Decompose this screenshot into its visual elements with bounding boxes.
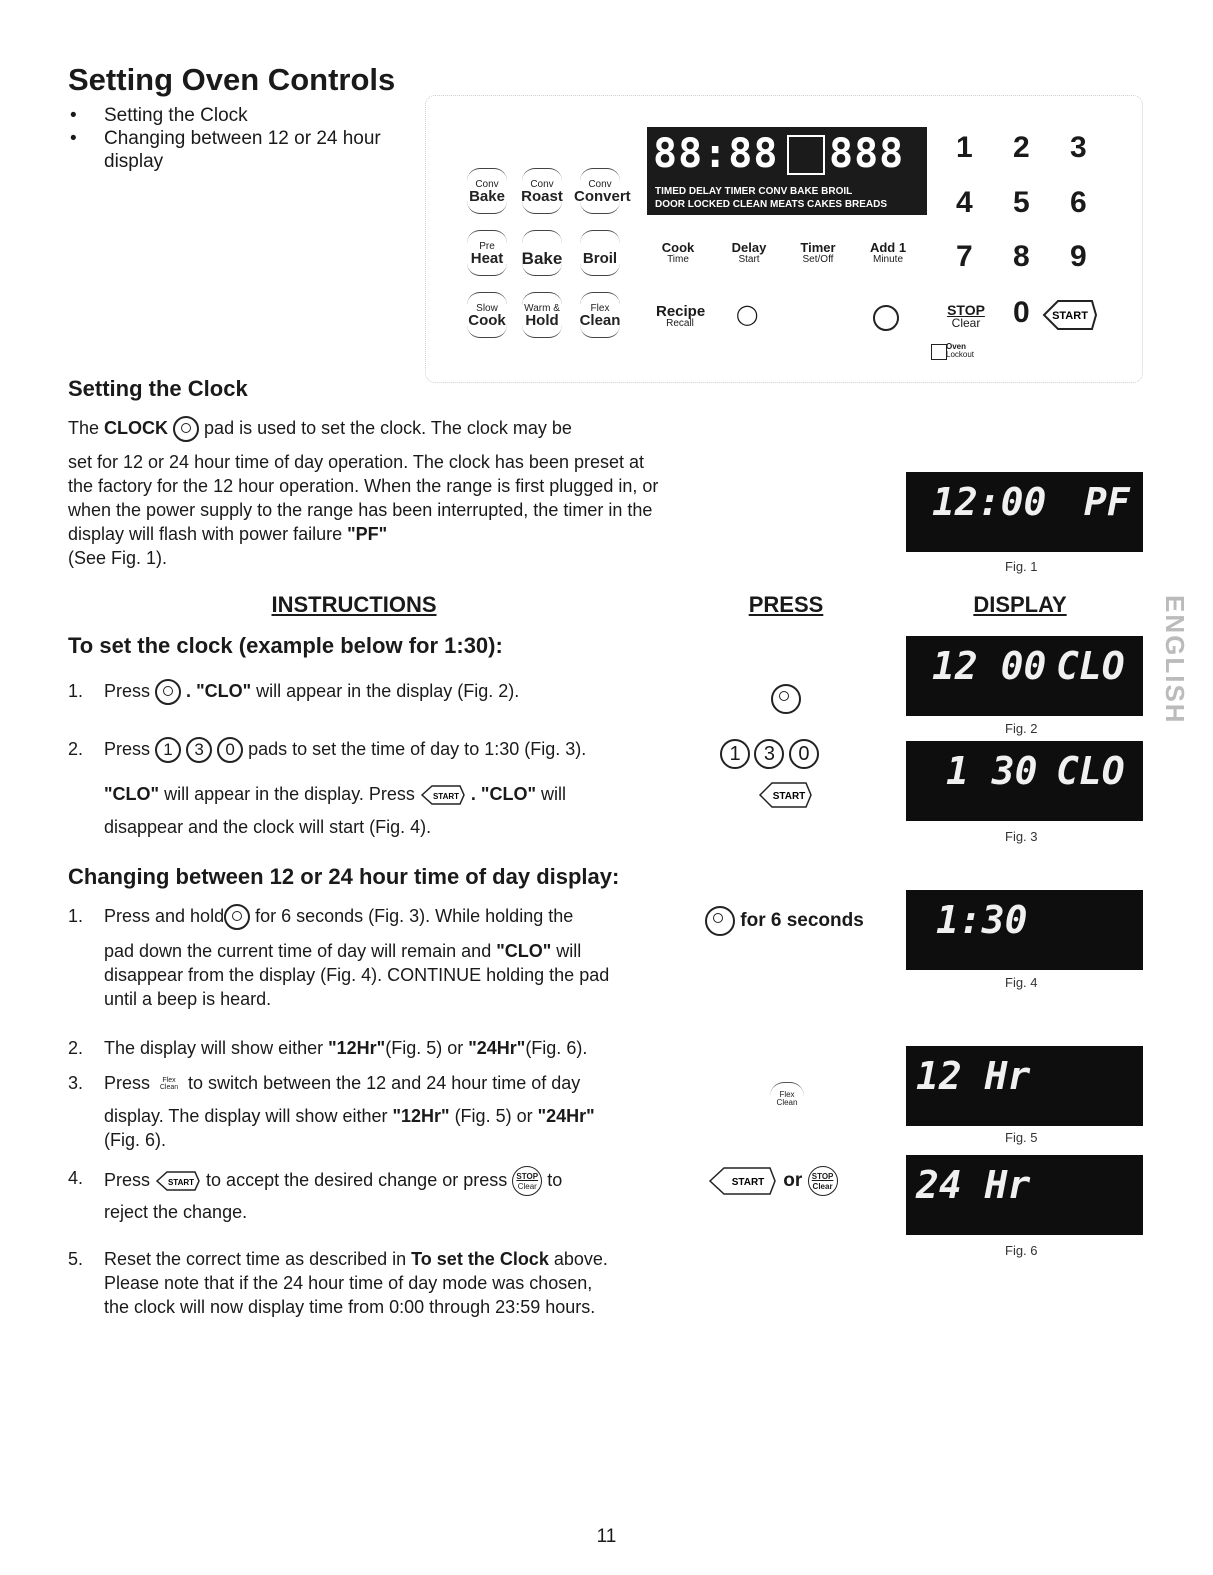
clock-description: The CLOCK pad is used to set the clock. The clock may be bbox=[68, 416, 668, 442]
key-6: 6 bbox=[1070, 186, 1087, 219]
key-0-icon: 0 bbox=[789, 739, 819, 769]
instructions-heading: INSTRUCTIONS bbox=[271, 592, 437, 617]
key-3: 3 bbox=[1070, 131, 1087, 164]
delay-start-pad: Delay Start bbox=[731, 240, 767, 265]
svg-text:START: START bbox=[772, 791, 806, 802]
changing-step-3-cont: display. The display will show either "12Hr" (Fig. 5) or "24Hr" (Fig. 6). bbox=[104, 1106, 595, 1150]
key-0-icon: 0 bbox=[217, 737, 243, 763]
bullet-item: • Setting the Clock bbox=[70, 104, 381, 127]
set-clock-step-2-cont: "CLO" will appear in the display. Press START . "CLO" will bbox=[104, 782, 566, 806]
key-8: 8 bbox=[1013, 240, 1030, 273]
lock-icon bbox=[931, 344, 947, 360]
key-1-icon: 1 bbox=[720, 739, 750, 769]
flex-clean-icon: Flex Clean bbox=[159, 1077, 179, 1092]
set-clock-step-2: 2. Press 1 3 0 pads to set the time of day to 1:30 (Fig. 3). bbox=[104, 737, 586, 763]
key-1-icon: 1 bbox=[155, 737, 181, 763]
conv-bake-button: Conv Bake bbox=[461, 168, 513, 214]
svg-text:START: START bbox=[731, 1177, 765, 1188]
slow-cook-button: Slow Cook bbox=[461, 292, 513, 338]
press-clock-icon bbox=[771, 684, 801, 714]
changing-step-1: 1. Press and hold for 6 seconds (Fig. 3). While holding the bbox=[104, 904, 573, 930]
press-start-or-stop: START or STOP Clear bbox=[708, 1166, 838, 1196]
language-side-tab: ENGLISH bbox=[1160, 595, 1190, 725]
oven-lockout-label: Oven Lockout bbox=[946, 342, 975, 359]
key-3-icon: 3 bbox=[754, 739, 784, 769]
stop-clear-icon: STOP Clear bbox=[512, 1166, 542, 1196]
broil-button: Broil bbox=[574, 230, 626, 276]
start-icon bbox=[155, 1170, 201, 1192]
changing-step-1-cont: pad down the current time of day will remain and "CLO" will disappear from the display (Fig. 4). CONTINUE holding the pad until a beep is heard. bbox=[104, 941, 610, 1009]
stop-clear-pad: STOP Clear bbox=[947, 302, 985, 330]
start-icon bbox=[420, 784, 466, 806]
changing-step-3: 3. Press Flex Clean to switch between the 12 and 24 hour time of day bbox=[68, 1073, 581, 1093]
press-heading: PRESS bbox=[748, 592, 824, 617]
setting-clock-heading: Setting the Clock bbox=[68, 376, 248, 401]
conv-roast-button: Conv Roast bbox=[516, 168, 568, 214]
page-number: 11 bbox=[596, 1526, 617, 1547]
clock-icon bbox=[705, 906, 735, 936]
bullet-item: • Changing between 12 or 24 hour bbox=[70, 127, 381, 150]
set-clock-step-2-end: disappear and the clock will start (Fig. 4). bbox=[104, 817, 432, 837]
light-bulb-icon: ◯ bbox=[736, 304, 759, 326]
bullet-item-cont: display bbox=[104, 151, 164, 172]
clock-icon bbox=[155, 679, 181, 705]
start-key-label: START bbox=[1052, 310, 1088, 322]
fan-icon bbox=[787, 135, 825, 175]
stop-clear-icon: STOP Clear bbox=[808, 1166, 838, 1196]
key-2: 2 bbox=[1013, 131, 1030, 164]
fig-1-caption: Fig. 1 bbox=[1005, 559, 1038, 574]
fig-4-caption: Fig. 4 bbox=[1005, 975, 1038, 990]
start-key-icon bbox=[1040, 295, 1098, 335]
fig-1-display: 12:00 PF bbox=[906, 472, 1143, 552]
changing-step-4-cont: reject the change. bbox=[104, 1202, 248, 1222]
key-7: 7 bbox=[956, 240, 973, 273]
key-9: 9 bbox=[1070, 240, 1087, 273]
lcd-indicator-row-1: TIMED DELAY TIMER CONV BAKE BROIL bbox=[655, 186, 853, 197]
press-start-icon bbox=[758, 781, 814, 809]
key-5: 5 bbox=[1013, 186, 1030, 219]
clock-icon bbox=[173, 416, 199, 442]
add-1-minute-pad: Add 1 Minute bbox=[869, 240, 907, 265]
key-1: 1 bbox=[956, 131, 973, 164]
lcd-time-digits: 88:88 bbox=[653, 131, 779, 177]
fig-3-caption: Fig. 3 bbox=[1005, 829, 1038, 844]
page-title: Setting Oven Controls bbox=[68, 62, 396, 97]
key-4: 4 bbox=[956, 186, 973, 219]
svg-text:START: START bbox=[432, 792, 459, 802]
key-3-icon: 3 bbox=[186, 737, 212, 763]
changing-step-4: 4. Press START to accept the desired change or press STOP Clear to bbox=[104, 1166, 562, 1196]
fig-4-display: 1:30 bbox=[906, 890, 1143, 970]
flex-clean-button: Flex Clean bbox=[574, 292, 626, 338]
timer-set-off-pad: Timer Set/Off bbox=[800, 240, 836, 265]
press-keys-130 bbox=[720, 739, 819, 769]
fig-6-display: 24 Hr bbox=[906, 1155, 1143, 1235]
fig-2-caption: Fig. 2 bbox=[1005, 721, 1038, 736]
key-0: 0 bbox=[1013, 296, 1030, 329]
fig-6-caption: Fig. 6 bbox=[1005, 1243, 1038, 1258]
lcd-temp-digits: 888 bbox=[829, 131, 905, 177]
set-clock-step-1: 1. Press . "CLO" will appear in the display (Fig. 2). bbox=[104, 679, 519, 705]
cook-time-pad: Cook Time bbox=[661, 240, 695, 265]
changing-step-2: 2. The display will show either "12Hr"(Fig. 5) or "24Hr"(Fig. 6). bbox=[68, 1038, 588, 1058]
display-heading: DISPLAY bbox=[973, 592, 1067, 617]
fig-5-caption: Fig. 5 bbox=[1005, 1130, 1038, 1145]
press-flex-clean-icon: Flex Clean bbox=[770, 1082, 804, 1107]
warm-hold-button: Warm & Hold bbox=[516, 292, 568, 338]
intro-bullets bbox=[70, 104, 381, 173]
changing-heading: Changing between 12 or 24 hour time of day display: bbox=[68, 864, 620, 889]
svg-text:START: START bbox=[167, 1178, 195, 1187]
panel-lcd-display bbox=[647, 127, 927, 215]
fig-3-display: 1 30 CLO bbox=[906, 741, 1143, 821]
recipe-recall-pad: Recipe Recall bbox=[656, 303, 706, 329]
clock-icon bbox=[224, 904, 250, 930]
fig-5-display: 12 Hr bbox=[906, 1046, 1143, 1126]
clock-description-rest: set for 12 or 24 hour time of day operation. The clock has been preset at the factory for the 12 hour operation. When the range is first plugged in, or when the power supply to the range has been interrupted, the timer in the display will flash with power failure "PF" (See Fig. 1). bbox=[68, 452, 659, 568]
bake-button: Bake bbox=[516, 230, 568, 276]
lcd-indicator-row-2: DOOR LOCKED CLEAN MEATS CAKES BREADS bbox=[655, 199, 888, 210]
conv-convert-button: Conv Convert bbox=[574, 168, 626, 214]
press-hold-clock: for 6 seconds bbox=[705, 906, 864, 936]
fig-2-display: 12 00 CLO bbox=[906, 636, 1143, 716]
preheat-button: Pre Heat bbox=[461, 230, 513, 276]
set-clock-heading: To set the clock (example below for 1:30): bbox=[68, 633, 503, 658]
clock-icon bbox=[873, 305, 899, 331]
start-icon bbox=[708, 1166, 778, 1196]
changing-step-5: 5. Reset the correct time as described in To set the Clock above. Please note that if the 24 hour time of day mode was chosen, the clock will now display time from 0:00 through 23:59 hours. bbox=[68, 1249, 608, 1317]
